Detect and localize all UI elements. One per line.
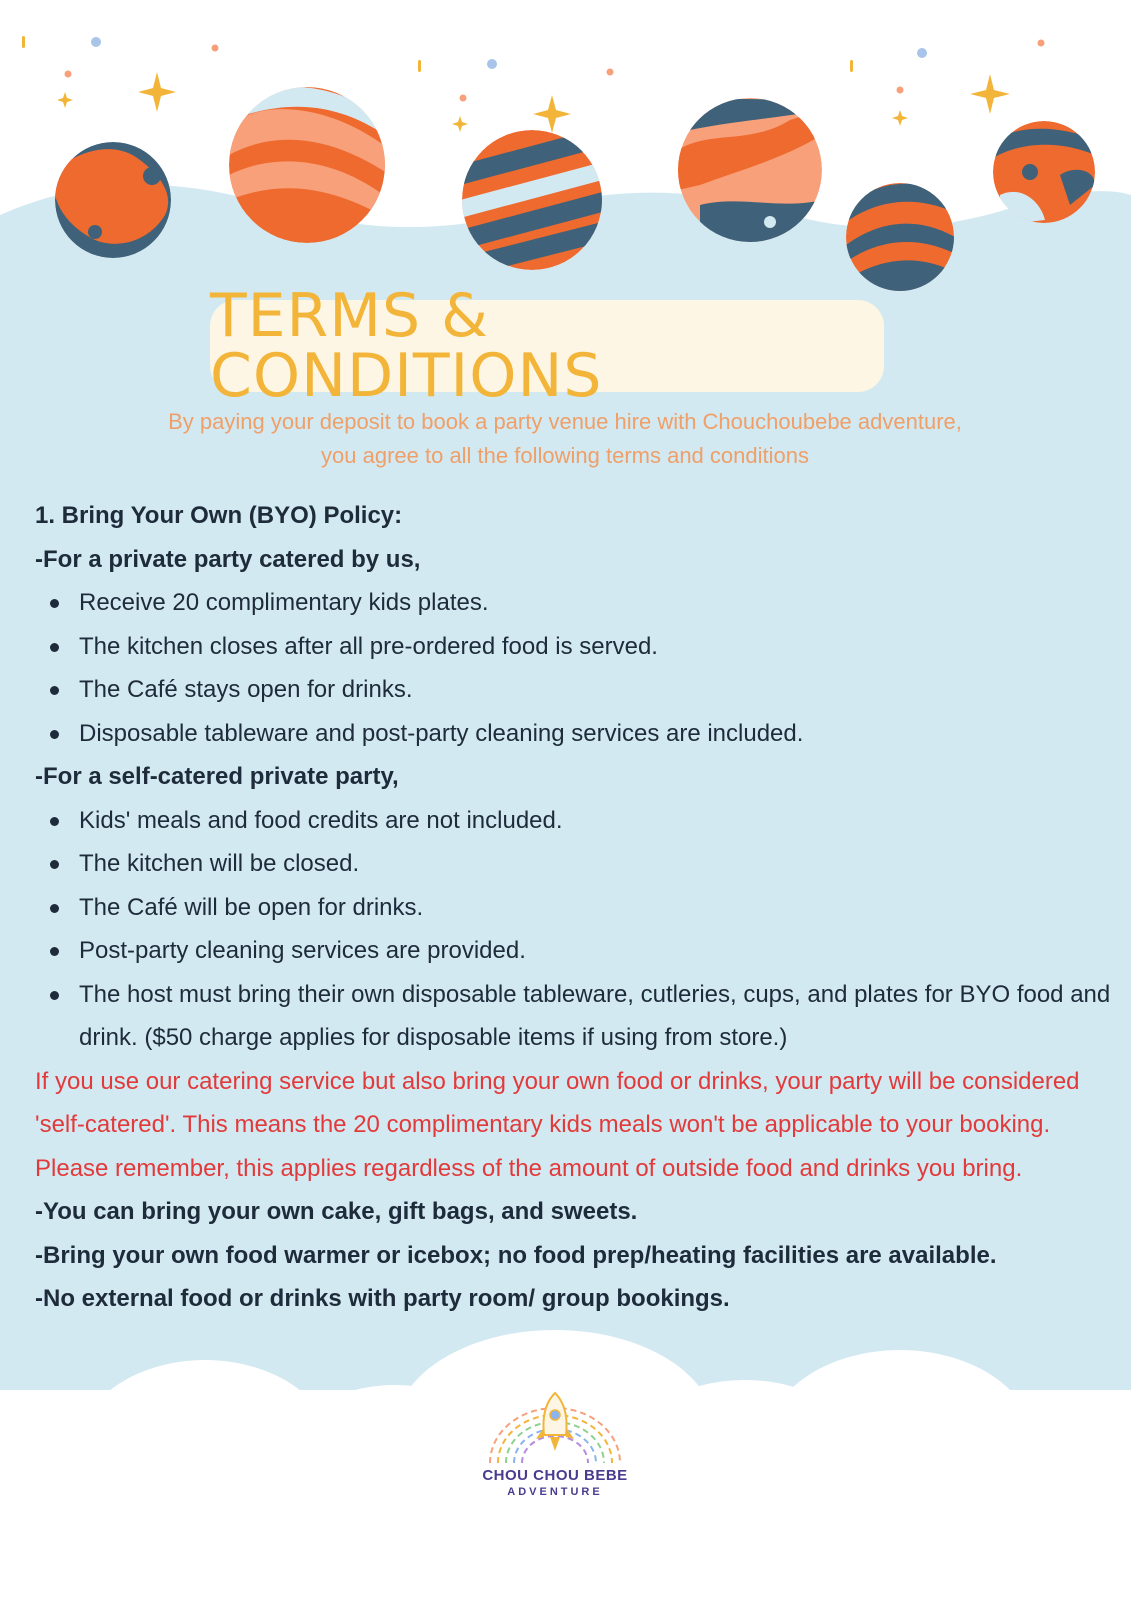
rocket-rainbow-icon <box>470 1385 640 1465</box>
list-item: The kitchen will be closed. <box>79 842 1115 886</box>
list-item: The Café stays open for drinks. <box>79 668 1115 712</box>
catered-list <box>35 581 1115 755</box>
star-icons <box>22 36 1010 133</box>
planet-1 <box>55 142 171 258</box>
list-item: Receive 20 complimentary kids plates. <box>79 581 1115 625</box>
rule-no-external-food: -No external food or drinks with party room/ group bookings. <box>35 1285 730 1312</box>
dot-decorations <box>65 37 1045 102</box>
self-catered-warning: If you use our catering service but also bring your own food or drinks, your party will be considered 'self-catered'. This means the 20 complimentary kids meals won't be applicable to your booking. Please remember, this applies regardless of the amount of outside food and drinks you bring. <box>35 1067 1080 1182</box>
page-title: TERMS & CONDITIONS <box>210 281 603 411</box>
list-item: The host must bring their own disposable tableware, cutleries, cups, and plates for BYO food and drink. ($50 charge applies for disposable items if using from store.) <box>79 973 1115 1060</box>
logo-tagline: ADVENTURE <box>507 1486 603 1498</box>
catered-heading: -For a private party catered by us, <box>35 545 421 573</box>
intro-text <box>80 405 1050 473</box>
self-catered-heading: -For a self-catered private party, <box>35 763 399 790</box>
intro-line-1: By paying your deposit to book a party venue hire with Chouchoubebe adventure, <box>168 409 962 434</box>
list-item: Kids' meals and food credits are not included. <box>79 799 1115 843</box>
list-item: The kitchen closes after all pre-ordered food is served. <box>79 625 1115 669</box>
list-item: Disposable tableware and post-party cleaning services are included. <box>79 712 1115 756</box>
policy-section <box>35 494 1115 1321</box>
brand-logo <box>470 1385 640 1505</box>
intro-line-2: you agree to all the following terms and conditions <box>321 443 809 468</box>
policy-heading: 1. Bring Your Own (BYO) Policy: <box>35 502 403 529</box>
self-catered-list <box>35 799 1115 1060</box>
list-item: The Café will be open for drinks. <box>79 886 1115 930</box>
planet-2 <box>229 87 390 243</box>
rule-cake: -You can bring your own cake, gift bags, and sweets. <box>35 1198 638 1225</box>
list-item: Post-party cleaning services are provided. <box>79 929 1115 973</box>
logo-name: CHOU CHOU BEBE <box>482 1467 628 1484</box>
rule-food-warmer: -Bring your own food warmer or icebox; no food prep/heating facilities are available. <box>35 1241 997 1269</box>
title-badge <box>210 281 884 411</box>
